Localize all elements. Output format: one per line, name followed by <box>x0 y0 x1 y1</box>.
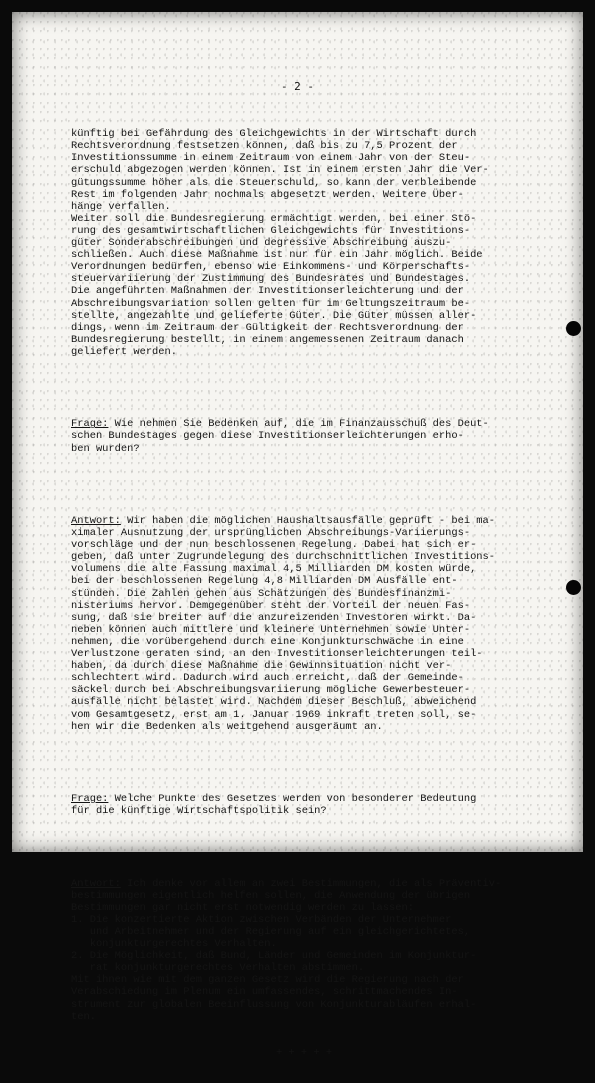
text-line: Rest im folgenden Jahr nochmals abgesetzt werden. Weitere Über- <box>71 188 464 201</box>
text-line: Verordnungen bedürfen, ebenso wie Einkommens- und Körperschafts- <box>71 261 471 274</box>
text-line <box>71 914 565 926</box>
text-line <box>71 999 565 1011</box>
text-line <box>71 600 565 612</box>
line-text: Ich denke vor allem an zwei Bestimmungen, die als Präventiv- <box>120 877 502 890</box>
line-text: neben können auch mittlere und kleinere Unternehmen sowie Unter- <box>71 623 471 636</box>
text-line <box>71 974 565 986</box>
text-line: schließen. Auch diese Maßnahme ist nur für ein Jahr möglich. Beide <box>71 249 483 262</box>
line-text: ximaler Ausnutzung der ursprünglichen Abschreibungs-Variierungs- <box>71 527 471 540</box>
line-text: Mit ihnen wie mit dem ganzen Gesetz wird die Regierung nach der <box>71 974 464 987</box>
line-text: rat konjunkturgerechtes Verhalten abstimmen. <box>71 962 365 975</box>
text-line <box>71 539 565 551</box>
line-text: Welche Punkte des Gesetzes werden von besonderer Bedeutung <box>108 793 477 806</box>
line-text: vorschläge und der nun beschlossenen Regelung. Dabei hat sich er- <box>71 539 477 552</box>
line-text: bestimmungen eigentlich helfen sollen, die Anwendung der übrigen <box>71 889 471 902</box>
line-text: konjunkturgerechtes Verhalten. <box>71 938 277 951</box>
text-line: Die angeführten Maßnahmen der Investitionserleichterung und der <box>71 285 464 298</box>
text-line <box>71 962 565 974</box>
text-line <box>71 986 565 998</box>
line-text: 2. Die Möglichkeit, daß Bund, Länder und Gemeinden im Konjunktur- <box>71 950 477 963</box>
text-line: rung des gesamtwirtschaftlichen Gleichgewichts für Investitions- <box>71 224 471 237</box>
line-text: schen Bundestages gegen diese Investitionserleichterungen erho- <box>71 430 464 443</box>
text-line: gütungssumme höher als die Steuerschuld, so kann der verbleibende <box>71 176 477 189</box>
text-line: Weiter soll die Bundesregierung ermächtigt werden, bei einer Stö- <box>71 212 477 225</box>
text-line: Rechtsverordnung festsetzen können, daß bis zu 7,5 Prozent der <box>71 140 458 153</box>
text-line: künftig bei Gefährdung des Gleichgewichts in der Wirtschaft durch <box>71 128 477 141</box>
punch-hole <box>566 321 581 336</box>
end-mark: + + + + + <box>275 1046 333 1059</box>
line-text: volumens die alte Fassung maximal 4,5 Milliarden DM kosten würde, <box>71 563 477 576</box>
text-line <box>71 878 565 890</box>
line-text: Wir haben die möglichen Haushaltsausfälle geprüft - bei ma- <box>120 515 496 527</box>
answer-label: Antwort: <box>71 877 121 890</box>
line-text: hen wir die Bedenken als weitgehend ausgeräumt an. <box>71 720 383 733</box>
line-text: nehmen, die vorübergehend durch eine Konjunkturschwäche in eine <box>71 635 464 648</box>
text-line <box>71 793 565 805</box>
line-text: sung, daß sie breiter auf die anzureizenden Investoren wirkt. Da- <box>71 611 477 624</box>
text-line <box>71 563 565 575</box>
line-text: Bestimmungen gar nicht erst notwendig werden zu lassen: <box>71 901 414 914</box>
paragraph-intro <box>71 128 565 358</box>
text-line <box>71 418 565 430</box>
line-text: vom Gesamtgesetz, erst am 1. Januar 1969 inkraft treten soll, se- <box>71 708 477 721</box>
text-line: Bundesregierung bestellt, in einem angemessenen Zeitraum danach <box>71 333 464 346</box>
text-line: hänge verfallen. <box>71 200 171 213</box>
text-line: erschuld abgezogen werden können. Ist in einem ersten Jahr die Ver- <box>71 164 489 177</box>
text-line: geliefert werden. <box>71 345 178 358</box>
line-text: nisteriums hervor. Demgegenüber steht der Vorteil der neuen Fas- <box>71 599 471 612</box>
text-line: dings, wenn im Zeitraum der Gültigkeit der Rechtsverordnung der <box>71 321 464 334</box>
line-text: und Arbeitnehmer und der Regierung auf ein gleichgerichtetes, <box>71 926 471 938</box>
text-line <box>71 515 565 527</box>
line-text: schlechtert wird. Dadurch wird auch erreicht, daß der Gemeinde- <box>71 672 464 685</box>
line-text: Verabschiedung im Plenum ein umfassendes, schrittmachendes In- <box>71 986 458 999</box>
text-line: stellte, angezahlte und gelieferte Güter. Die Güter müssen aller- <box>71 309 477 322</box>
text-line <box>71 926 565 938</box>
text-line: Investitionssumme in einem Zeitraum von einem Jahr von der Steu- <box>71 152 471 165</box>
text-line: steuervariierung der Zustimmung des Bundesrates und Bundestages. <box>71 273 471 286</box>
line-text: bei der beschlossenen Regelung 4,8 Milliarden DM Ausfälle ent- <box>71 575 458 588</box>
line-text: Verlustzone geraten sind, an den Investitionserleichterungen teil- <box>71 648 483 661</box>
text-line <box>71 684 565 696</box>
text-line <box>71 709 565 721</box>
text-line <box>71 575 565 587</box>
text-line: güter Sonderabschreibungen und degressive Abschreibung auszu- <box>71 237 452 250</box>
text-line <box>71 1011 565 1023</box>
text-line <box>71 902 565 914</box>
line-text: ben wurden? <box>71 442 140 455</box>
line-text: geben, daß unter Zugrundelegung des durchschnittlichen Investitions- <box>71 551 496 564</box>
answer-1 <box>71 515 565 733</box>
line-text: 1. Die konzertierte Aktion zwischen Verbänden der Unternehmer <box>71 913 452 926</box>
text-line <box>71 660 565 672</box>
text-line <box>71 890 565 902</box>
answer-2 <box>71 878 565 1023</box>
line-text: ten. <box>71 1010 96 1023</box>
text-line <box>71 443 565 455</box>
question-label: Frage: <box>71 793 109 806</box>
text-line: Abschreibungsvariation sollen gelten für im Geltungszeitraum be- <box>71 297 471 310</box>
question-2 <box>71 793 565 817</box>
text-line <box>71 950 565 962</box>
line-text: Wie nehmen Sie Bedenken auf, die im Finanzausschuß des Deut- <box>108 418 489 431</box>
text-line <box>71 672 565 684</box>
text-line <box>71 430 565 442</box>
punch-hole <box>566 580 581 595</box>
line-text: strument zur globalen Beeinflussung von Konjunkturabläufen erhal- <box>71 998 477 1011</box>
line-text: stünden. Die Zahlen gehen aus Schätzungen des Bundesfinanzmi- <box>71 587 452 600</box>
page-number: - 2 - <box>280 80 315 93</box>
document-body <box>71 104 565 1083</box>
question-label: Frage: <box>71 418 109 431</box>
document-page <box>12 12 583 1059</box>
answer-label: Antwort: <box>71 515 121 527</box>
text-line <box>71 648 565 660</box>
text-line <box>71 551 565 563</box>
line-text: säckel durch bei Abschreibungsvariierung mögliche Gewerbesteuer- <box>71 684 471 697</box>
line-text: für die künftige Wirtschaftspolitik sein? <box>71 805 327 818</box>
line-text: haben, da durch diese Maßnahme die Gewinnsituation nicht ver- <box>71 660 452 673</box>
text-line <box>71 721 565 733</box>
text-line <box>71 527 565 539</box>
text-line <box>71 805 565 817</box>
question-1 <box>71 418 565 454</box>
text-line <box>71 624 565 636</box>
text-line <box>71 938 565 950</box>
text-line <box>71 612 565 624</box>
text-line <box>71 696 565 708</box>
text-line <box>71 636 565 648</box>
text-line <box>71 588 565 600</box>
line-text: ausfälle nicht belastet wird. Nachdem dieser Beschluß, abweichend <box>71 696 477 709</box>
